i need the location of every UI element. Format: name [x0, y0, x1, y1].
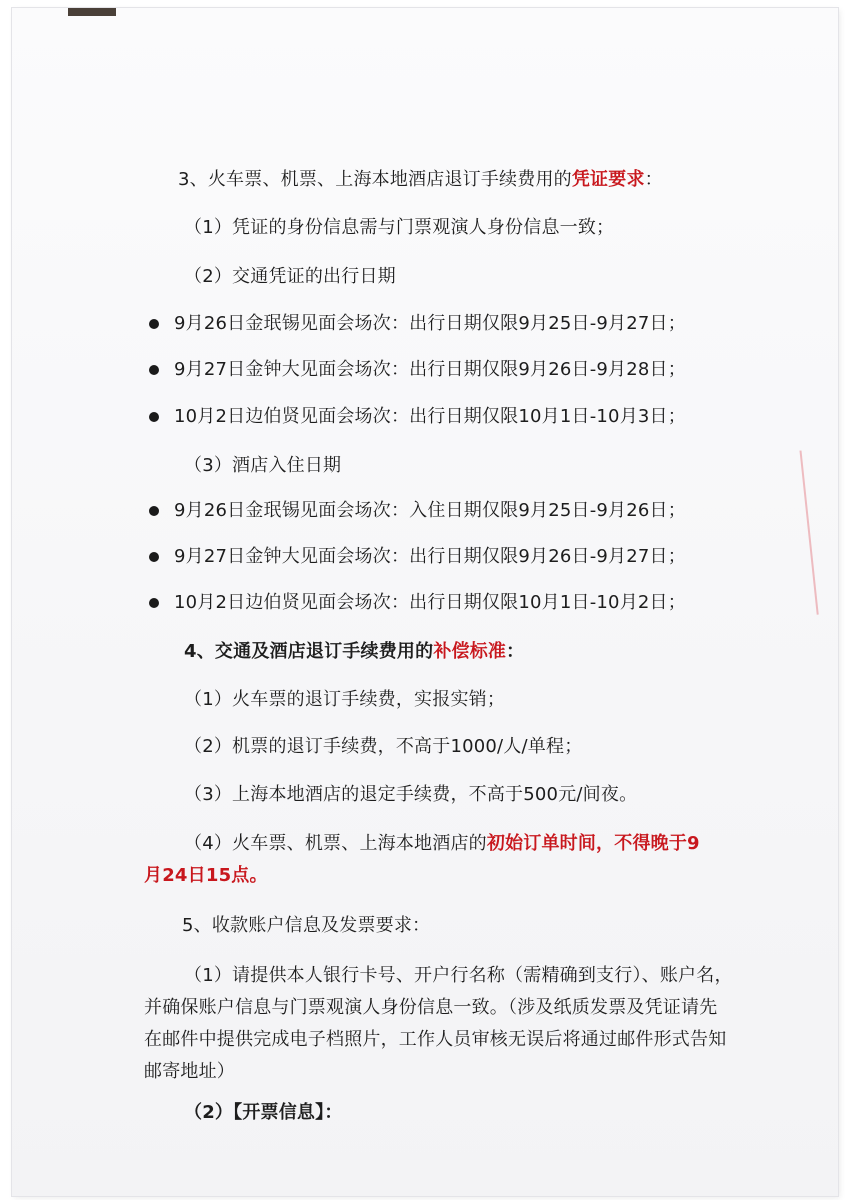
bullet-icon — [149, 552, 159, 562]
section-4-item-4: （4）火车票、机票、上海本地酒店的初始订单时间，不得晚于9 — [184, 833, 700, 854]
section-3-title: 3、火车票、机票、上海本地酒店退订手续费用的凭证要求： — [178, 169, 663, 190]
section-3-highlight: 凭证要求 — [571, 169, 645, 190]
company-seal-stamp — [799, 446, 850, 614]
section-5-item-1-line: （1）请提供本人银行卡号、开户行名称（需精确到支行）、账户名， — [184, 965, 733, 986]
bullet-icon — [149, 598, 159, 608]
bullet-icon — [149, 412, 159, 422]
section-5-item-1-line: 邮寄地址） — [144, 1061, 235, 1082]
hotel-date-item: 10月2日边伯贤见面会场次：出行日期仅限10月1日-10月2日； — [174, 592, 686, 613]
section-3-item-2-heading: （2）交通凭证的出行日期 — [184, 266, 396, 287]
document-page — [12, 8, 838, 1196]
deadline-highlight-continued: 月24日15点。 — [144, 865, 268, 886]
section-3-item-1: （1）凭证的身份信息需与门票观演人身份信息一致； — [184, 217, 615, 238]
transport-date-item: 9月26日金珉锡见面会场次：出行日期仅限9月25日-9月27日； — [174, 313, 686, 334]
section-4-item-3: （3）上海本地酒店的退定手续费，不高于500元/间夜。 — [184, 784, 638, 805]
section-4-item-1: （1）火车票的退订手续费，实报实销； — [184, 689, 506, 710]
deadline-highlight: 初始订单时间，不得晚于9 — [486, 833, 700, 854]
section-5-item-1-line: 并确保账户信息与门票观演人身份信息一致。（涉及纸质发票及凭证请先 — [144, 997, 718, 1018]
bullet-icon — [149, 506, 159, 516]
transport-date-item: 10月2日边伯贤见面会场次：出行日期仅限10月1日-10月3日； — [174, 406, 686, 427]
bullet-icon — [149, 319, 159, 329]
bullet-icon — [149, 365, 159, 375]
hotel-date-item: 9月27日金钟大见面会场次：出行日期仅限9月26日-9月27日； — [174, 546, 686, 567]
section-4-item-2: （2）机票的退订手续费，不高于1000/人/单程； — [184, 736, 583, 757]
scan-corner-mark — [68, 8, 116, 16]
section-3-item-3-heading: （3）酒店入住日期 — [184, 455, 342, 476]
section-4-highlight: 补偿标准 — [433, 641, 507, 662]
section-5-item-1-line: 在邮件中提供完成电子档照片，工作人员审核无误后将通过邮件形式告知 — [144, 1029, 727, 1050]
hotel-date-item: 9月26日金珉锡见面会场次：入住日期仅限9月25日-9月26日； — [174, 500, 686, 521]
section-5-item-2: （2）【开票信息】： — [184, 1102, 343, 1123]
transport-date-item: 9月27日金钟大见面会场次：出行日期仅限9月26日-9月28日； — [174, 359, 686, 380]
section-5-title: 5、收款账户信息及发票要求： — [182, 915, 431, 936]
section-4-title: 4、交通及酒店退订手续费用的补偿标准： — [184, 641, 525, 662]
